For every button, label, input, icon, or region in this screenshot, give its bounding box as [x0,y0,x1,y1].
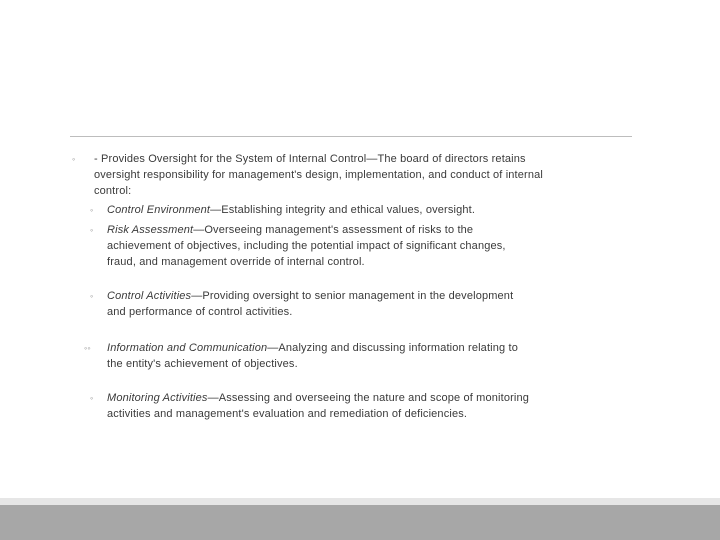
sub-bullet-term: Control Environment [107,204,211,216]
sub-bullet-monitoring-activities [90,390,530,422]
footer-band-light [0,498,720,505]
sub-bullet-term: Monitoring Activities [107,392,208,404]
bullet-marker: ◦ [90,205,94,215]
bullet-marker: ◦ [72,154,76,164]
main-bullet [72,151,558,199]
sub-bullet-text [90,340,530,372]
sub-bullet-control-environment [90,202,530,218]
sub-bullet-term: Risk Assessment [107,224,194,236]
bullet-marker: ◦◦ [84,343,91,353]
sub-bullet-term: Control Activities [107,290,192,302]
sub-bullet-information-communication [84,340,530,372]
sub-bullet-description: —Establishing integrity and ethical values, oversight. [210,204,476,216]
sub-bullet-description: —Assessing and overseeing the nature and scope of monitoring activities and management's evaluation and remediation of deficiencies. [107,392,530,420]
main-bullet-text: - Provides Oversight for the System of Internal Control—The board of directors retains oversight responsibility for management's design, implementation, and conduct of internal control: [94,153,543,197]
title-divider [70,136,632,137]
sub-bullet-control-activities [90,288,530,320]
sub-bullet-description: —Analyzing and discussing information relating to the entity's achievement of objectives. [107,342,518,370]
sub-bullet-text [90,390,530,422]
footer-band-dark [0,505,720,540]
sub-bullet-text [90,222,530,270]
sub-bullet-text [90,202,530,218]
bullet-marker: ◦ [90,291,94,301]
sub-bullet-risk-assessment [90,222,530,270]
bullet-marker: ◦ [90,225,94,235]
bullet-marker: ◦ [90,393,94,403]
sub-bullet-term: Information and Communication [107,342,268,354]
sub-bullet-text [90,288,530,320]
sub-bullet-description: —Providing oversight to senior management in the development and performance of control activities. [107,290,514,318]
sub-bullet-description: —Overseeing management's assessment of risks to the achievement of objectives, including the potential impact of significant changes, fraud, and management override of internal control. [107,224,506,268]
